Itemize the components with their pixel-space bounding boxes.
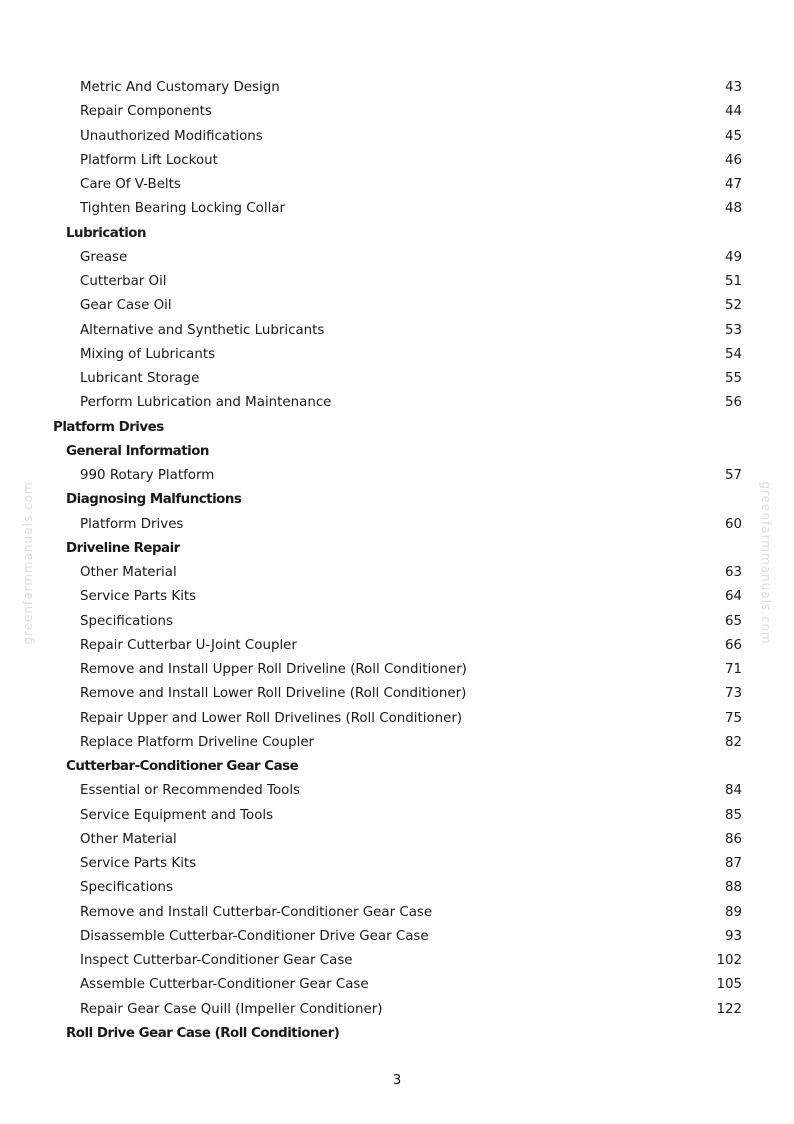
toc-entry-page: 47	[724, 177, 742, 192]
toc-section-heading[interactable]	[0, 1022, 794, 1046]
toc-entry[interactable]	[0, 901, 794, 925]
toc-entry-title: Perform Lubrication and Maintenance	[80, 395, 332, 411]
toc-entry-page: 44	[724, 104, 742, 120]
watermark-left: greenfarmmanuals.com	[21, 481, 35, 645]
toc-entry[interactable]	[0, 852, 794, 876]
toc-entry-title: Service Parts Kits	[80, 856, 197, 871]
toc-entry-title: Cutterbar Oil	[80, 274, 167, 289]
toc-entry[interactable]	[0, 610, 794, 634]
toc-entry-page: 88	[724, 880, 742, 896]
toc-entry-title: Platform Lift Lockout	[80, 152, 218, 168]
toc-entry-page: 102	[716, 953, 742, 968]
toc-entry[interactable]	[0, 876, 794, 900]
toc-entry-title: Inspect Cutterbar-Conditioner Gear Case	[80, 953, 353, 968]
toc-entry[interactable]	[0, 246, 794, 270]
toc-entry-page: 52	[724, 298, 742, 314]
toc-entry-title: Alternative and Synthetic Lubricants	[80, 322, 325, 338]
toc-entry-title: Grease	[80, 249, 128, 265]
toc-entry-title: Platform Drives	[80, 516, 184, 532]
page-number: 3	[392, 1073, 402, 1088]
toc-entry-title: Repair Gear Case Quill (Impeller Conditioner)	[80, 1001, 383, 1017]
toc-entry[interactable]	[0, 76, 794, 100]
toc-entry-page: 93	[724, 928, 742, 944]
toc-entry-title: Remove and Install Lower Roll Driveline (Roll Conditioner)	[80, 686, 467, 702]
toc-section-heading[interactable]	[0, 440, 794, 464]
toc-entry[interactable]	[0, 100, 794, 124]
table-of-contents	[0, 76, 794, 1046]
toc-entry-title: Driveline Repair	[66, 540, 180, 556]
toc-entry-title: Specifications	[80, 613, 173, 629]
toc-entry-title: Disassemble Cutterbar-Conditioner Drive Gear Case	[80, 928, 429, 944]
toc-entry-page: 57	[724, 468, 742, 483]
toc-entry-page: 73	[724, 686, 742, 702]
toc-section-heading[interactable]	[0, 416, 794, 440]
toc-entry-page: 60	[724, 516, 742, 532]
toc-entry-page: 49	[724, 249, 742, 265]
toc-entry[interactable]	[0, 464, 794, 488]
toc-entry-title: Service Equipment and Tools	[80, 807, 274, 823]
toc-entry-title: Tighten Bearing Locking Collar	[80, 201, 285, 217]
toc-entry[interactable]	[0, 731, 794, 755]
toc-entry[interactable]	[0, 391, 794, 415]
toc-entry[interactable]	[0, 561, 794, 585]
toc-entry[interactable]	[0, 779, 794, 803]
toc-entry[interactable]	[0, 149, 794, 173]
toc-entry-page: 55	[724, 371, 742, 386]
toc-entry[interactable]	[0, 998, 794, 1022]
toc-entry-page: 87	[724, 856, 742, 871]
toc-entry-title: Essential or Recommended Tools	[80, 783, 301, 799]
toc-entry-title: Metric And Customary Design	[80, 80, 280, 95]
toc-entry[interactable]	[0, 682, 794, 706]
toc-entry-page: 89	[724, 904, 742, 920]
toc-entry-title: Lubricant Storage	[80, 371, 200, 386]
toc-entry-page: 46	[724, 152, 742, 168]
toc-entry[interactable]	[0, 367, 794, 391]
toc-entry-title: Assemble Cutterbar-Conditioner Gear Case	[80, 977, 369, 993]
toc-entry[interactable]	[0, 925, 794, 949]
toc-entry-title: General Information	[66, 443, 209, 459]
toc-entry-title: Repair Components	[80, 104, 212, 120]
toc-entry[interactable]	[0, 197, 794, 221]
toc-entry[interactable]	[0, 125, 794, 149]
toc-section-heading[interactable]	[0, 755, 794, 779]
toc-entry[interactable]	[0, 973, 794, 997]
toc-entry-page: 86	[724, 831, 742, 847]
toc-entry-page: 53	[724, 322, 742, 338]
toc-entry[interactable]	[0, 513, 794, 537]
toc-entry-page: 48	[724, 201, 742, 217]
toc-entry-page: 66	[724, 637, 742, 653]
toc-entry-page: 45	[724, 128, 742, 144]
toc-entry-page: 63	[724, 565, 742, 580]
toc-entry-title: Unauthorized Modifications	[80, 128, 263, 144]
toc-entry-title: Gear Case Oil	[80, 298, 172, 314]
toc-entry-title: Replace Platform Driveline Coupler	[80, 734, 315, 750]
watermark-right: greenfarmmanuals.com	[759, 481, 773, 645]
toc-entry-title: Cutterbar-Conditioner Gear Case	[66, 759, 299, 774]
toc-entry-title: Remove and Install Upper Roll Driveline (Roll Conditioner)	[80, 662, 467, 677]
toc-entry[interactable]	[0, 343, 794, 367]
toc-entry-title: Service Parts Kits	[80, 589, 197, 605]
toc-section-heading[interactable]	[0, 488, 794, 512]
toc-entry-page: 85	[724, 807, 742, 823]
toc-entry-page: 51	[724, 274, 742, 289]
toc-entry-title: Platform Drives	[53, 419, 164, 435]
toc-entry-page: 43	[724, 80, 742, 95]
toc-entry[interactable]	[0, 270, 794, 294]
toc-entry-title: Repair Cutterbar U-Joint Coupler	[80, 637, 297, 653]
toc-entry-page: 64	[724, 589, 742, 605]
toc-entry[interactable]	[0, 585, 794, 609]
toc-entry-title: Repair Upper and Lower Roll Drivelines (Roll Conditioner)	[80, 710, 463, 726]
toc-entry-page: 82	[724, 734, 742, 750]
toc-entry-page: 65	[724, 613, 742, 629]
toc-entry-page: 54	[724, 346, 742, 362]
toc-entry[interactable]	[0, 949, 794, 973]
toc-entry-title: Other Material	[80, 831, 177, 847]
toc-entry-title: Diagnosing Malfunctions	[66, 492, 242, 508]
toc-entry-title: Other Material	[80, 565, 177, 580]
toc-entry[interactable]	[0, 634, 794, 658]
toc-entry-page: 75	[724, 710, 742, 726]
toc-entry-page: 84	[724, 783, 742, 799]
toc-entry-page: 71	[724, 662, 742, 677]
toc-entry-title: Lubrication	[66, 225, 147, 241]
toc-entry[interactable]	[0, 658, 794, 682]
toc-entry[interactable]	[0, 828, 794, 852]
toc-entry-title: 990 Rotary Platform	[80, 468, 215, 483]
toc-entry-title: Care Of V-Belts	[80, 177, 181, 192]
toc-entry-title: Specifications	[80, 880, 173, 896]
toc-section-heading[interactable]	[0, 222, 794, 246]
toc-entry[interactable]	[0, 173, 794, 197]
toc-section-heading[interactable]	[0, 537, 794, 561]
toc-entry-page: 105	[716, 977, 742, 993]
toc-entry-title: Roll Drive Gear Case (Roll Conditioner)	[66, 1025, 340, 1041]
toc-entry-page: 56	[724, 395, 742, 411]
toc-entry-page: 122	[716, 1001, 742, 1017]
toc-entry[interactable]	[0, 707, 794, 731]
toc-entry[interactable]	[0, 804, 794, 828]
toc-entry-title: Mixing of Lubricants	[80, 346, 216, 362]
toc-entry-title: Remove and Install Cutterbar-Conditioner Gear Case	[80, 904, 433, 920]
toc-entry[interactable]	[0, 319, 794, 343]
toc-entry[interactable]	[0, 294, 794, 318]
